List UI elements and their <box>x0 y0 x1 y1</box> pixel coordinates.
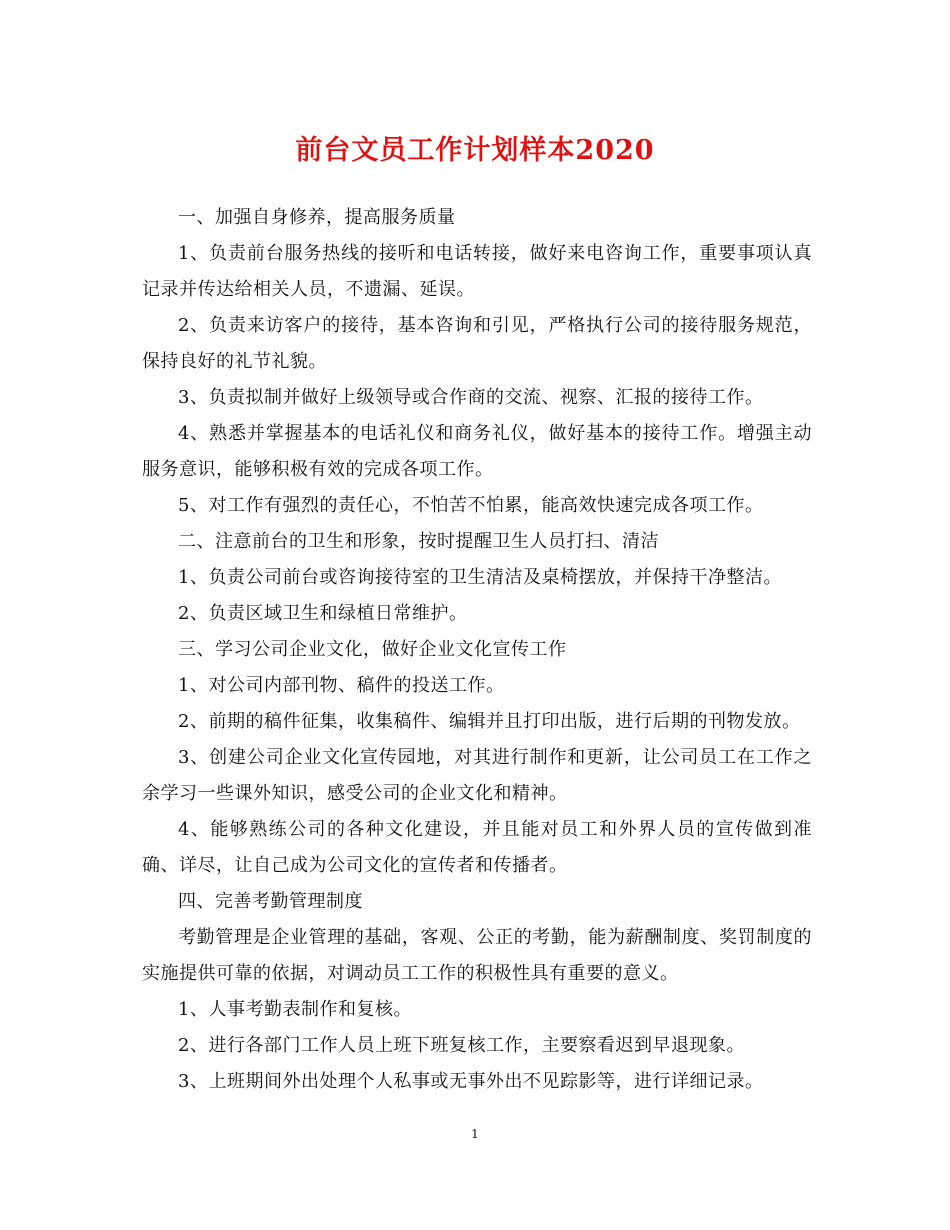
document-title: 前台文员工作计划样本2020 <box>295 135 655 166</box>
paragraph-section-3-heading: 三、学习公司企业文化，做好企业文化宣传工作 <box>178 639 567 660</box>
paragraph: 3、负责拟制并做好上级领导或合作商的交流、视察、汇报的接待工作。 <box>178 387 764 408</box>
paragraph: 3、上班期间外出处理个人私事或无事外出不见踪影等，进行详细记录。 <box>178 1071 764 1092</box>
paragraph: 1、负责公司前台或咨询接待室的卫生清洁及桌椅摆放，并保持干净整洁。 <box>178 567 782 588</box>
paragraph: 2、负责来访客户的接待，基本咨询和引见，严格执行公司的接待服务规范，保持良好的礼节礼貌。 <box>142 315 812 372</box>
page-number: 1 <box>471 1127 479 1141</box>
paragraph: 2、前期的稿件征集，收集稿件、编辑并且打印出版，进行后期的刊物发放。 <box>178 711 801 732</box>
paragraph: 1、对公司内部刊物、稿件的投送工作。 <box>178 675 505 696</box>
paragraph: 5、对工作有强烈的责任心，不怕苦不怕累，能高效快速完成各项工作。 <box>178 495 764 516</box>
paragraph: 1、人事考勤表制作和复核。 <box>178 999 412 1020</box>
paragraph-section-1-heading: 一、加强自身修养，提高服务质量 <box>178 207 456 228</box>
paragraph: 3、创建公司企业文化宣传园地，对其进行制作和更新，让公司员工在工作之余学习一些课外知识，感受公司的企业文化和精神。 <box>142 747 812 804</box>
paragraph: 1、负责前台服务热线的接听和电话转接，做好来电咨询工作，重要事项认真记录并传达给相关人员，不遗漏、延误。 <box>142 243 812 300</box>
paragraph: 2、进行各部门工作人员上班下班复核工作，主要察看迟到早退现象。 <box>178 1035 745 1056</box>
paragraph: 4、能够熟练公司的各种文化建设，并且能对员工和外界人员的宣传做到准确、详尽，让自己成为公司文化的宣传者和传播者。 <box>142 819 812 876</box>
paragraph: 4、熟悉并掌握基本的电话礼仪和商务礼仪，做好基本的接待工作。增强主动服务意识，能够积极有效的完成各项工作。 <box>142 423 812 480</box>
paragraph: 考勤管理是企业管理的基础，客观、公正的考勤，能为薪酬制度、奖罚制度的实施提供可靠的依据，对调动员工工作的积极性具有重要的意义。 <box>142 927 812 984</box>
paragraph-section-4-heading: 四、完善考勤管理制度 <box>178 891 363 912</box>
document-body <box>142 200 812 1100</box>
paragraph-section-2-heading: 二、注意前台的卫生和形象，按时提醒卫生人员打扫、清洁 <box>178 531 659 552</box>
paragraph: 2、负责区域卫生和绿植日常维护。 <box>178 603 468 624</box>
